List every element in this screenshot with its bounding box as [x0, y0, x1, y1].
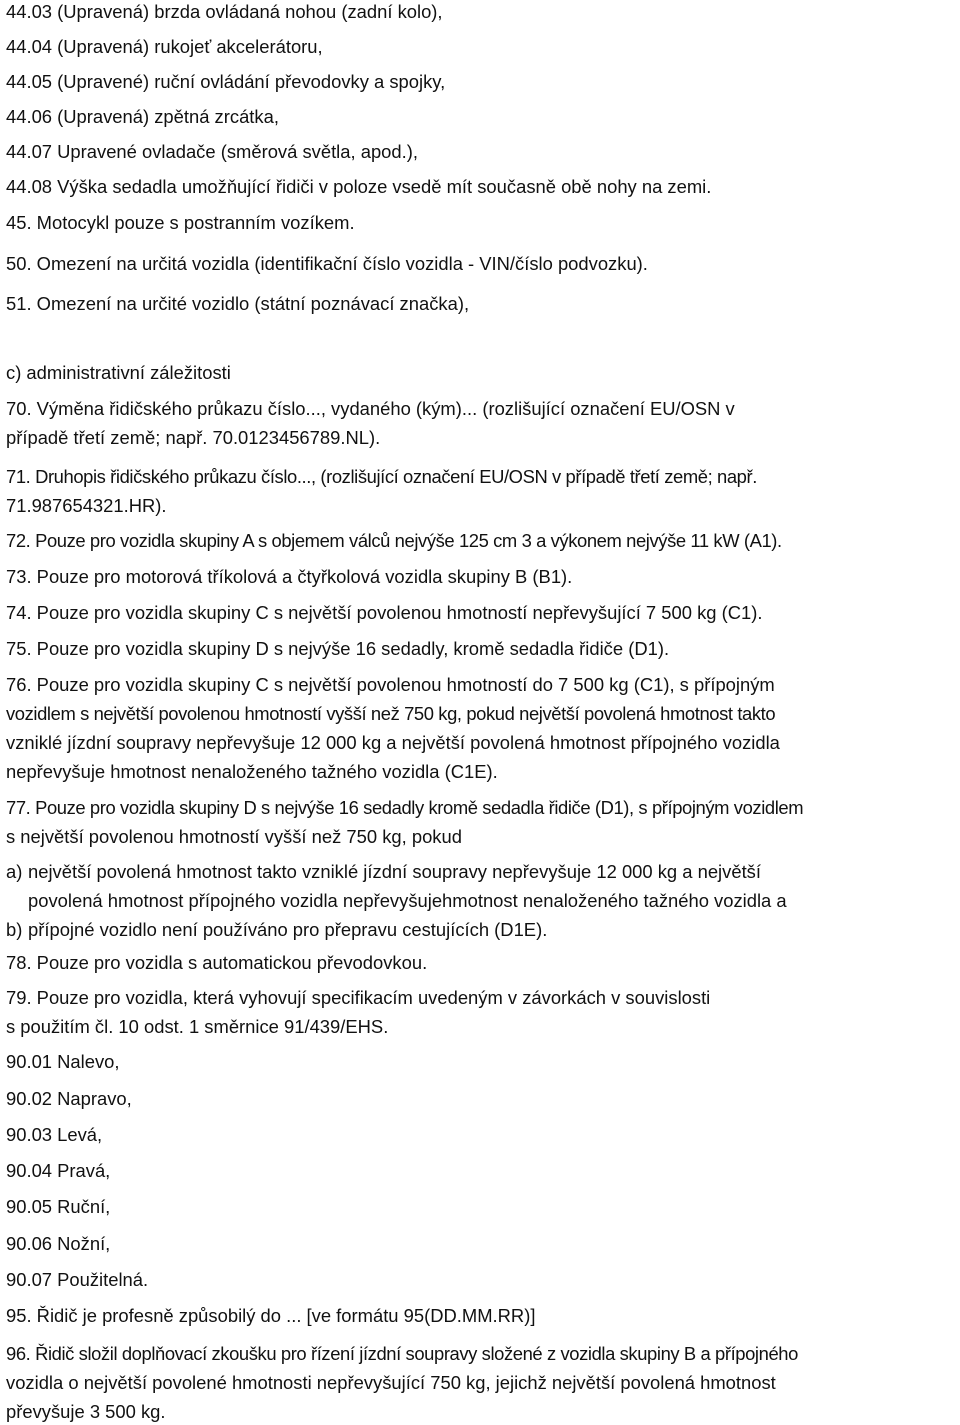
- text-line: 45. Motocykl pouze s postranním vozíkem.: [6, 212, 355, 233]
- text-line: 90.03 Levá,: [6, 1124, 103, 1145]
- text-line: 51. Omezení na určité vozidlo (státní poznávací značka),: [6, 293, 470, 314]
- text-line: 71. Druhopis řidičského průkazu číslo..., (rozlišující označení EU/OSN v případě třetí země; např.: [6, 466, 757, 487]
- text-line: 90.02 Napravo,: [6, 1088, 132, 1109]
- section-heading: c) administrativní záležitosti: [6, 362, 231, 383]
- text-line: 44.03 (Upravená) brzda ovládaná nohou (zadní kolo),: [6, 1, 443, 22]
- text-line: 44.04 (Upravená) rukojeť akcelerátoru,: [6, 36, 323, 57]
- text-line: 90.04 Pravá,: [6, 1160, 111, 1181]
- text-line: 95. Řidič je profesně způsobilý do ... [ve formátu 95(DD.MM.RR)]: [6, 1305, 536, 1326]
- list-item-continuation: povolená hmotnost přípojného vozidla nepřevyšujehmotnost nenaloženého tažného vozidla a: [28, 890, 787, 911]
- list-marker-a: a): [6, 861, 23, 882]
- text-line: 70. Výměna řidičského průkazu číslo..., vydaného (kým)... (rozlišující označení EU/OSN v: [6, 398, 735, 419]
- list-item-text: největší povolená hmotnost takto vzniklé jízdní soupravy nepřevyšuje 12 000 kg a největší: [28, 861, 761, 882]
- text-line: 76. Pouze pro vozidla skupiny C s největší povolenou hmotností do 7 500 kg (C1), s přípojným: [6, 674, 775, 695]
- text-line: s největší povolenou hmotností vyšší než 750 kg, pokud: [6, 826, 462, 847]
- text-line: nepřevyšuje hmotnost nenaloženého tažného vozidla (C1E).: [6, 761, 498, 782]
- text-line: 96. Řidič složil doplňovací zkoušku pro řízení jízdní soupravy složené z vozidla skupiny B a přípojného: [6, 1343, 798, 1364]
- text-line: 73. Pouze pro motorová tříkolová a čtyřkolová vozidla skupiny B (B1).: [6, 566, 573, 587]
- text-line: převyšuje 3 500 kg.: [6, 1401, 166, 1422]
- text-line: 71.987654321.HR).: [6, 495, 167, 516]
- text-line: 78. Pouze pro vozidla s automatickou převodovkou.: [6, 952, 428, 973]
- text-line: případě třetí země; např. 70.0123456789.NL).: [6, 427, 381, 448]
- text-line: 90.06 Nožní,: [6, 1233, 111, 1254]
- text-line: 44.08 Výška sedadla umožňující řidiči v poloze vsedě mít současně obě nohy na zemi.: [6, 176, 712, 197]
- text-line: 79. Pouze pro vozidla, která vyhovují specifikacím uvedeným v závorkách v souvislosti: [6, 987, 711, 1008]
- text-line: 44.05 (Upravené) ruční ovládání převodovky a spojky,: [6, 71, 446, 92]
- list-item-b: [6, 917, 547, 943]
- list-item-a: [6, 859, 761, 885]
- text-line: 90.05 Ruční,: [6, 1196, 111, 1217]
- text-line: vozidla o největší povolené hmotnosti nepřevyšující 750 kg, jejichž největší povolená hmotnost: [6, 1372, 776, 1393]
- text-line: 44.06 (Upravená) zpětná zrcátka,: [6, 106, 279, 127]
- list-item-text: přípojné vozidlo není používáno pro přepravu cestujících (D1E).: [28, 919, 548, 940]
- text-line: 44.07 Upravené ovladače (směrová světla, apod.),: [6, 141, 418, 162]
- text-line: vzniklé jízdní soupravy nepřevyšuje 12 000 kg a největší povolená hmotnost přípojného vozidla: [6, 732, 780, 753]
- list-marker-b: b): [6, 919, 23, 940]
- text-line: 72. Pouze pro vozidla skupiny A s objemem válců nejvýše 125 cm 3 a výkonem nejvýše 11 kW (A1).: [6, 530, 782, 551]
- text-line: 77. Pouze pro vozidla skupiny D s nejvýše 16 sedadly kromě sedadla řidiče (D1), s přípojným vozidlem: [6, 797, 804, 818]
- text-line: 74. Pouze pro vozidla skupiny C s největší povolenou hmotností nepřevyšující 7 500 kg (C1).: [6, 602, 763, 623]
- text-line: vozidlem s největší povolenou hmotností vyšší než 750 kg, pokud největší povolená hmotnost takto: [6, 703, 776, 724]
- text-line: 90.01 Nalevo,: [6, 1051, 120, 1072]
- text-line: 90.07 Použitelná.: [6, 1269, 149, 1290]
- text-line: 75. Pouze pro vozidla skupiny D s nejvýše 16 sedadly, kromě sedadla řidiče (D1).: [6, 638, 670, 659]
- text-line: s použitím čl. 10 odst. 1 směrnice 91/439/EHS.: [6, 1016, 389, 1037]
- text-line: 50. Omezení na určitá vozidla (identifikační číslo vozidla - VIN/číslo podvozku).: [6, 253, 648, 274]
